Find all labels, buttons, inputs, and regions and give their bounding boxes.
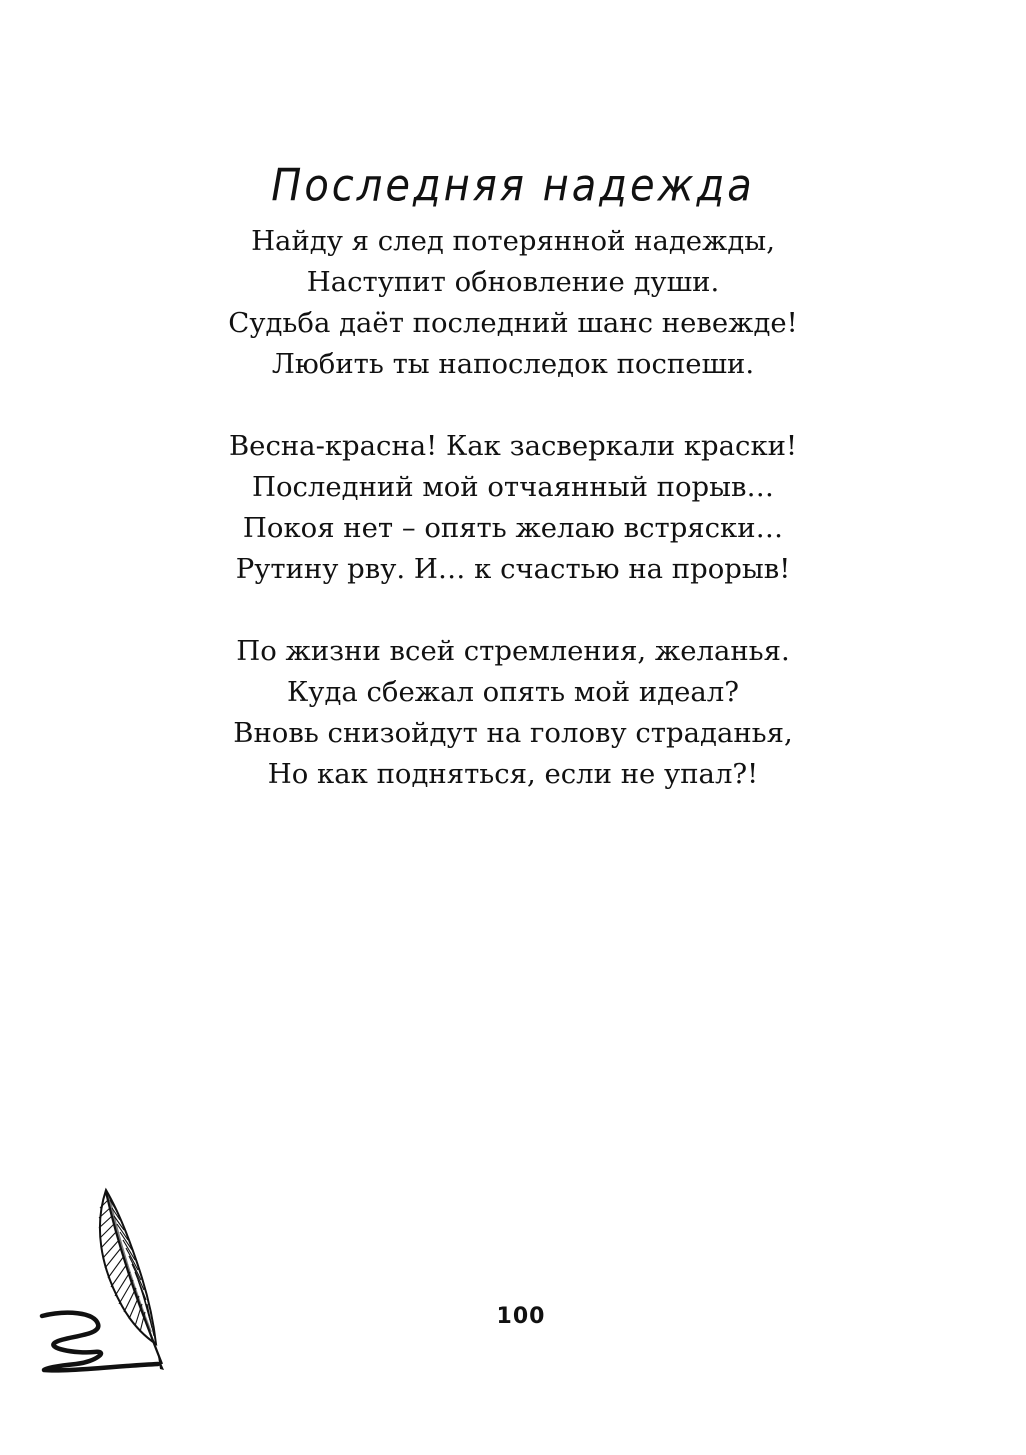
stanza-1 <box>0 221 1026 385</box>
page-number: 100 <box>496 1304 546 1329</box>
poem-line: Рутину рву. И… к счастью на прорыв! <box>235 553 791 585</box>
poem-line: Любить ты напоследок поспеши. <box>271 348 755 380</box>
poem-line: Найду я след потерянной надежды, <box>251 225 775 257</box>
poem-line: Вновь снизойдут на голову страданья, <box>233 717 793 749</box>
poem-title: Последняя надежда <box>271 160 755 212</box>
poem-line: Но как подняться, если не упал?! <box>267 758 759 790</box>
poem-line: По жизни всей стремления, желанья. <box>236 635 790 667</box>
poem-line: Весна-красна! Как засверкали краски! <box>228 430 798 462</box>
quill-pen-icon <box>36 1186 172 1382</box>
poem-line: Куда сбежал опять мой идеал? <box>287 676 739 708</box>
poem-line: Наступит обновление души. <box>306 266 720 298</box>
stanza-2 <box>0 426 1026 590</box>
poem-line: Последний мой отчаянный порыв… <box>251 471 775 503</box>
poem-line: Судьба даёт последний шанс невежде! <box>228 307 798 339</box>
stanza-3 <box>0 631 1026 795</box>
poem-body <box>0 221 1026 836</box>
poem-line: Покоя нет – опять желаю встряски… <box>242 512 784 544</box>
